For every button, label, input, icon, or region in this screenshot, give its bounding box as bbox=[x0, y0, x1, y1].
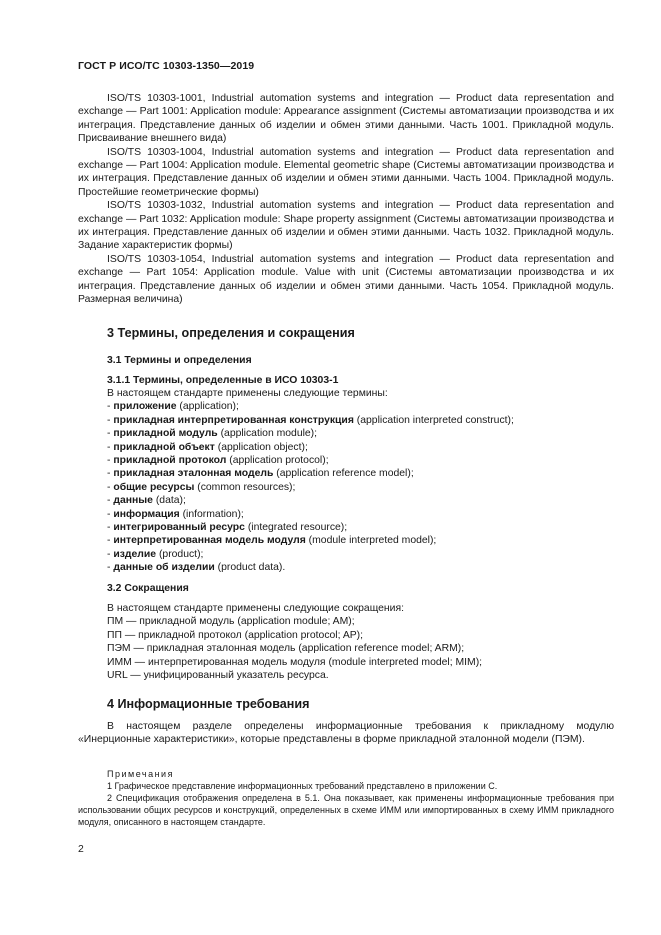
reference-item: ISO/TS 10303-1001, Industrial automation systems and integration — Product data representation and exchange — Part 1001: Application module: Appearance assignment (Системы автоматизации производства и их интеграция. Представление данных об изделии и обмен этими данными. Часть 1001. Прикладной модуль. Присваивание внешнего вида) bbox=[78, 93, 614, 145]
term-english: (common resources); bbox=[197, 481, 296, 493]
section-4-heading: 4 Информационные требования bbox=[107, 697, 310, 711]
term-item: - приложение (application); bbox=[107, 401, 239, 413]
term-name: прикладная эталонная модель bbox=[113, 468, 274, 480]
term-item: - прикладная эталонная модель (application reference model); bbox=[107, 468, 414, 480]
terms-intro: В настоящем стандарте применены следующие термины: bbox=[107, 388, 388, 399]
subsection-3-1-1-heading: 3.1.1 Термины, определенные в ИСО 10303-1 bbox=[107, 375, 339, 386]
term-name: интегрированный ресурс bbox=[113, 522, 245, 534]
term-name: прикладная интерпретированная конструкция bbox=[113, 414, 354, 426]
term-item: - прикладной объект (application object); bbox=[107, 441, 308, 453]
abbreviation-item: ПЭМ — прикладная эталонная модель (application reference model; ARM); bbox=[107, 643, 465, 655]
term-name: данные bbox=[113, 495, 153, 507]
abbreviation-item: URL — унифицированный указатель ресурса. bbox=[107, 670, 329, 682]
note-item: 1 Графическое представление информационных требований представлено в приложении С. bbox=[107, 781, 498, 791]
term-english: (application object); bbox=[217, 441, 308, 453]
term-english: (product data). bbox=[217, 562, 286, 574]
term-item: - интегрированный ресурс (integrated resource); bbox=[107, 522, 348, 534]
terms-list bbox=[107, 387, 514, 575]
term-name: прикладной модуль bbox=[113, 428, 218, 440]
term-english: (product); bbox=[158, 548, 204, 560]
term-name: интерпретированная модель модуля bbox=[113, 535, 306, 547]
term-item: - информация (information); bbox=[107, 508, 244, 520]
section-4-text: В настоящем разделе определены информационные требования к прикладному модулю «Инерционные характеристики», которые представлены в форме прикладной эталонной модели (ПЭМ). bbox=[78, 721, 614, 746]
abbreviation-item: ИММ — интерпретированная модель модуля (module interpreted model; MIM); bbox=[107, 656, 483, 668]
term-name: информация bbox=[113, 508, 180, 520]
term-item: - интерпретированная модель модуля (module interpreted model); bbox=[107, 535, 437, 547]
abbreviations-intro: В настоящем стандарте применены следующие сокращения: bbox=[107, 603, 404, 614]
term-item: - прикладная интерпретированная конструкция (application interpreted construct); bbox=[107, 414, 514, 426]
abbreviation-item: ПМ — прикладной модуль (application module; AM); bbox=[107, 616, 355, 628]
term-english: (application reference model); bbox=[276, 468, 414, 480]
term-name: приложение bbox=[113, 401, 177, 413]
term-item: - прикладной протокол (application protocol); bbox=[107, 455, 329, 467]
term-item: - изделие (product); bbox=[107, 548, 204, 560]
reference-item: ISO/TS 10303-1032, Industrial automation systems and integration — Product data representation and exchange — Part 1032: Application module: Shape property assignment (Системы автоматизации производства и их интеграция. Представление данных об изделии и обмен этими данными. Часть 1032. Прикладной модуль. Задание характеристик формы) bbox=[78, 200, 614, 252]
term-item: - общие ресурсы (common resources); bbox=[107, 481, 296, 493]
term-english: (application interpreted construct); bbox=[356, 414, 514, 426]
term-english: (application); bbox=[179, 401, 239, 413]
term-english: (application protocol); bbox=[229, 455, 329, 467]
term-name: изделие bbox=[113, 548, 157, 560]
term-name: данные об изделии bbox=[113, 562, 215, 574]
subsection-3-2-heading: 3.2 Сокращения bbox=[107, 583, 189, 594]
term-name: прикладной объект bbox=[113, 441, 215, 453]
term-english: (information); bbox=[182, 508, 244, 520]
term-english: (integrated resource); bbox=[247, 522, 348, 534]
subsection-3-1-heading: 3.1 Термины и определения bbox=[107, 355, 252, 366]
section-4-paragraph bbox=[78, 720, 614, 747]
page-header-standard-code: ГОСТ Р ИСО/ТС 10303-1350—2019 bbox=[78, 60, 255, 72]
term-item: - данные об изделии (product data). bbox=[107, 562, 286, 574]
term-english: (module interpreted model); bbox=[308, 535, 437, 547]
notes-block bbox=[78, 768, 614, 828]
term-item: - данные (data); bbox=[107, 495, 186, 507]
page-number: 2 bbox=[78, 844, 84, 855]
reference-item: ISO/TS 10303-1054, Industrial automation systems and integration — Product data representation and exchange — Part 1054: Application module. Value with unit (Системы автоматизации производства и их интеграция. Представление данных об изделии и обмен этими данными. Часть 1054. Прикладной модуль. Размерная величина) bbox=[78, 253, 614, 306]
section-3-heading: 3 Термины, определения и сокращения bbox=[107, 326, 355, 340]
abbreviations-list bbox=[107, 602, 482, 682]
term-english: (application module); bbox=[220, 428, 318, 440]
term-name: общие ресурсы bbox=[113, 481, 195, 493]
term-item: - прикладной модуль (application module); bbox=[107, 428, 318, 440]
abbreviation-item: ПП — прикладной протокол (application protocol; AP); bbox=[107, 629, 364, 641]
notes-title: Примечания bbox=[107, 769, 174, 779]
term-name: прикладной протокол bbox=[113, 455, 227, 467]
reference-item: ISO/TS 10303-1004, Industrial automation systems and integration — Product data representation and exchange — Part 1004: Application module. Elemental geometric shape (Системы автоматизации производства и их интеграция. Представление данных об изделии и обмен этими данными. Часть 1004. Прикладной модуль. Простейшие геометрические формы) bbox=[78, 146, 614, 198]
term-english: (data); bbox=[155, 495, 186, 507]
note-item: 2 Спецификация отображения определена в 5.1. Она показывает, как применены информационные требования при использовании общих ресурсов и конструкций, определенных в схеме ИММ или импортированных в схему ИММ прикладного модуля, описанного в настоящем стандарте. bbox=[78, 793, 614, 827]
normative-references bbox=[78, 92, 614, 307]
